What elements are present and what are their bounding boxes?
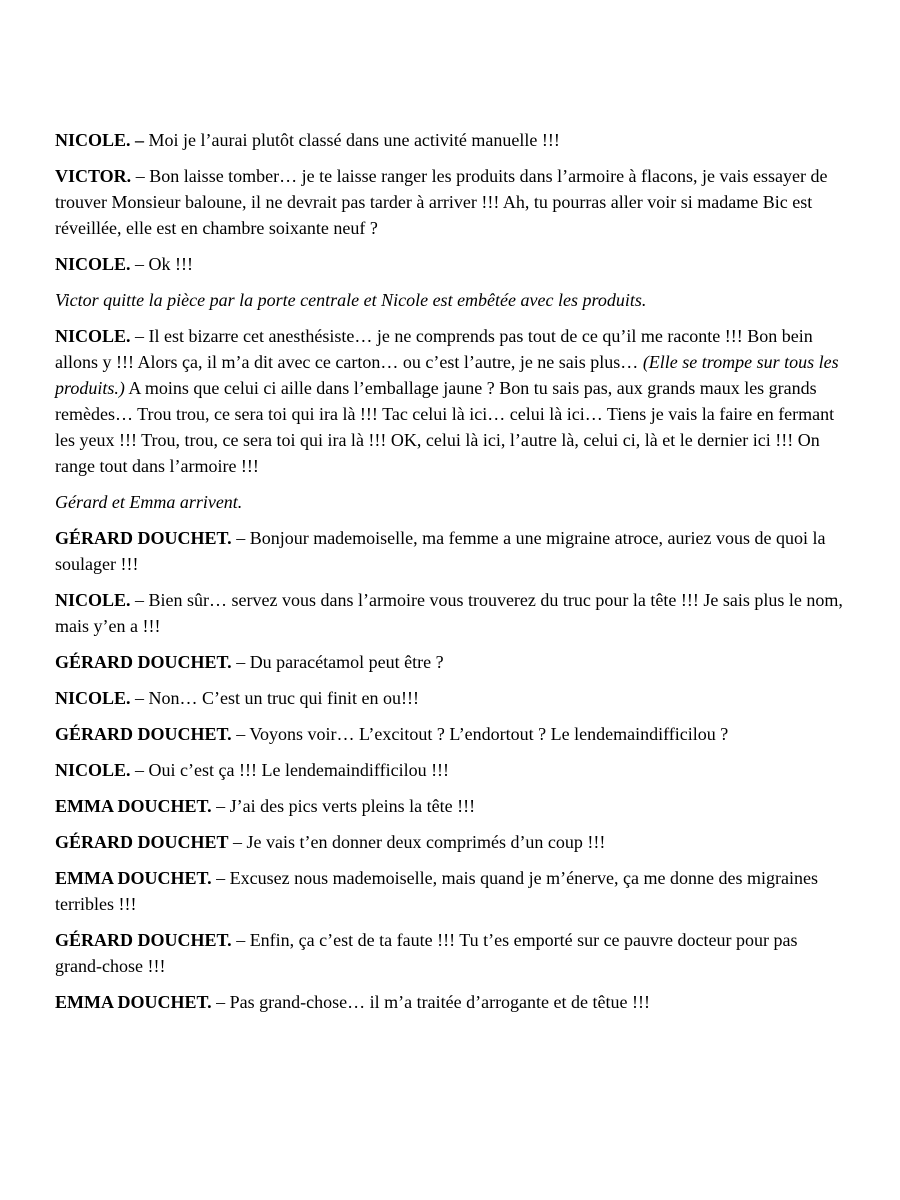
dialogue-line [55,587,845,639]
speaker-name: GÉRARD DOUCHET. [55,528,232,548]
dialogue-line [55,685,845,711]
speaker-name: EMMA DOUCHET. [55,796,212,816]
speaker-name: GÉRARD DOUCHET [55,832,229,852]
speaker-name: GÉRARD DOUCHET. [55,724,232,744]
dialogue-line [55,251,845,277]
dialogue-line [55,829,845,855]
dialogue-line [55,127,845,153]
dialogue-line [55,793,845,819]
stage-direction: Gérard et Emma arrivent. [55,492,243,512]
speaker-name: EMMA DOUCHET. [55,868,212,888]
dialogue-line [55,163,845,241]
speaker-name: NICOLE. [55,254,131,274]
dialogue-text: – Voyons voir… L’excitout ? L’endortout ? Le lendemaindifficilou ? [231,724,729,744]
dialogue-text: – Excusez nous mademoiselle, mais quand je m’énerve, ça me donne des migraines terribles !!! [55,868,818,914]
dialogue-line [55,721,845,747]
dialogue-text: – Il est bizarre cet anesthésiste… je ne comprends pas tout de ce qu’il me raconte !!! Bon bein allons y !!! Alors ça, il m’a dit avec ce carton… ou c’est l’autre, je ne sais plus… [55,326,813,372]
speaker-name: NICOLE. [55,760,131,780]
dialogue-text: – Bon laisse tomber… je te laisse ranger les produits dans l’armoire à flacons, je vais essayer de trouver Monsieur baloune, il ne devrait pas tarder à arriver !!! Ah, tu pourras aller voir si madame Bic est réveillée, elle est en chambre soixante neuf ? [55,166,828,238]
dialogue-line [55,989,845,1015]
stage-direction: Victor quitte la pièce par la porte centrale et Nicole est embêtée avec les produits. [55,290,647,310]
dialogue-text: Moi je l’aurai plutôt classé dans une activité manuelle !!! [144,130,560,150]
script-page [55,127,845,1025]
dialogue-text: – Enfin, ça c’est de ta faute !!! Tu t’es emporté sur ce pauvre docteur pour pas grand-chose !!! [55,930,798,976]
dialogue-text: – Non… C’est un truc qui finit en ou!!! [130,688,419,708]
dialogue-line [55,649,845,675]
dialogue-line [55,865,845,917]
dialogue-text: – Bonjour mademoiselle, ma femme a une migraine atroce, auriez vous de quoi la soulager !!! [55,528,826,574]
dialogue-text: – Ok !!! [130,254,193,274]
dialogue-text: – Je vais t’en donner deux comprimés d’un coup !!! [228,832,606,852]
speaker-name: VICTOR. [55,166,132,186]
speaker-name: EMMA DOUCHET. [55,992,212,1012]
dialogue-line [55,927,845,979]
dialogue-text: – Oui c’est ça !!! Le lendemaindifficilou !!! [130,760,450,780]
dialogue-line [55,525,845,577]
speaker-name: NICOLE. [55,688,131,708]
speaker-name: NICOLE. – [55,130,145,150]
stage-aside: (Elle se trompe sur tous les produits.) [55,352,839,398]
dialogue-line [55,323,845,479]
speaker-name: GÉRARD DOUCHET. [55,930,232,950]
dialogue-text: A moins que celui ci aille dans l’emballage jaune ? Bon tu sais pas, aux grands maux les grands remèdes… Trou trou, ce sera toi qui ira là !!! Tac celui là ici… celui là ici… Tiens je vais la faire en fermant les yeux !!! Trou, trou, ce sera toi qui ira là !!! OK, celui là ici, l’autre là, celui ci, là et le dernier ici !!! On range tout dans l’armoire !!! [55,378,835,476]
speaker-name: NICOLE. [55,590,131,610]
speaker-name: GÉRARD DOUCHET. [55,652,232,672]
dialogue-text: – J’ai des pics verts pleins la tête !!! [211,796,476,816]
dialogue-text: – Du paracétamol peut être ? [231,652,444,672]
dialogue-text: – Bien sûr… servez vous dans l’armoire vous trouverez du truc pour la tête !!! Je sais plus le nom, mais y’en a !!! [55,590,843,636]
speaker-name: NICOLE. [55,326,131,346]
dialogue-line [55,757,845,783]
dialogue-text: – Pas grand-chose… il m’a traitée d’arrogante et de têtue !!! [211,992,650,1012]
